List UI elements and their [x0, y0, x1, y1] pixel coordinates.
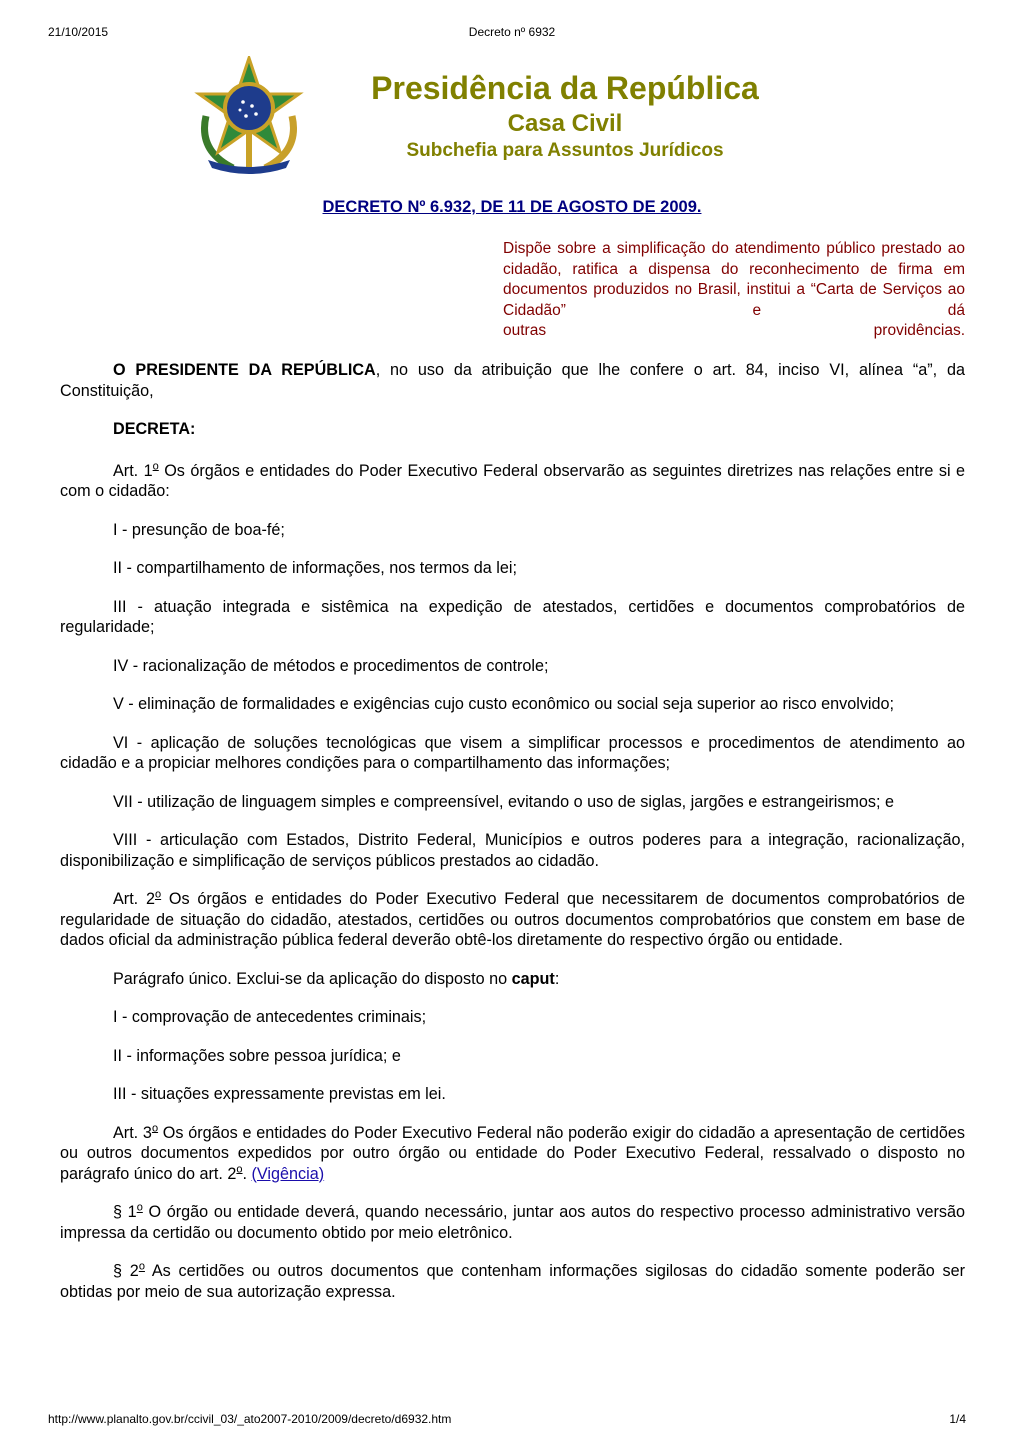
article-3-text-end: . [242, 1164, 252, 1183]
article-1-label: Art. 1 [113, 461, 153, 480]
article-1-item: VII - utilização de linguagem simples e compreensível, evitando o uso de siglas, jargões e estrangeirismos; e [113, 792, 894, 811]
ementa [503, 239, 965, 342]
article-3-paragraph-2 [60, 1261, 965, 1302]
article-2-paragraph [60, 969, 965, 990]
article-3-text: Os órgãos e entidades do Poder Executivo Federal não poderão exigir do cidadão a apresentação de certidões ou outros documentos expedidos por outro órgão ou entidade do Poder Executivo Federal, ressalvado o disposto no parágrafo único do art. 2 [60, 1123, 965, 1183]
ementa-text-end: outras providências. [503, 322, 965, 339]
print-url: http://www.planalto.gov.br/ccivil_03/_ato2007-2010/2009/decreto/d6932.htm [48, 1412, 452, 1426]
article-3-ordinal: o [151, 1122, 159, 1135]
article-3-ref-ordinal: o [236, 1163, 243, 1176]
paragraph-bold: caput [511, 969, 555, 988]
decree-title-text[interactable]: DECRETO Nº 6.932, DE 11 DE AGOSTO DE 2009. [322, 198, 702, 216]
paragraph-1-ordinal: o [136, 1201, 143, 1214]
decreta-label: DECRETA: [113, 420, 196, 438]
article-1-item: VI - aplicação de soluções tecnológicas que visem a simplificar processos e procedimentos de atendimento ao cidadão e a propiciar melhores condições para o compartilhamento das informações; [60, 733, 965, 772]
decreta [60, 419, 965, 440]
article-1 [60, 461, 965, 502]
article-3 [60, 1123, 965, 1185]
article-2 [60, 889, 965, 951]
vigencia-link[interactable]: (Vigência) [251, 1164, 325, 1183]
decree-title[interactable] [0, 198, 1024, 217]
preamble-bold: O PRESIDENTE DA REPÚBLICA [113, 361, 376, 379]
article-1-item: V - eliminação de formalidades e exigências cujo custo econômico ou social seja superior ao risco envolvido; [113, 695, 895, 713]
article-1-item: II - compartilhamento de informações, nos termos da lei; [113, 559, 517, 577]
article-2-label: Art. 2 [113, 890, 155, 908]
paragraph-2-label: § 2 [113, 1262, 139, 1280]
print-header [48, 25, 976, 43]
article-1-item: III - atuação integrada e sistêmica na expedição de atestados, certidões e documentos comprobatórios de regularidade; [60, 597, 965, 636]
paragraph-intro: Parágrafo único. Exclui-se da aplicação do disposto no [113, 969, 512, 988]
article-2-item: I - comprovação de antecedentes criminais; [113, 1008, 427, 1026]
article-2-ordinal: o [155, 888, 162, 901]
paragraph-2-ordinal: o [138, 1260, 145, 1273]
article-3-paragraph-1 [60, 1202, 965, 1243]
paragraph-2-text: As certidões ou outros documentos que contenham informações sigilosas do cidadão somente poderão ser obtidas por meio de sua autorização expressa. [60, 1262, 965, 1301]
page-sub-subtitle: Subchefia para Assuntos Jurídicos [406, 140, 724, 161]
page-title: Presidência da República [371, 70, 759, 106]
paragraph-1-text: O órgão ou entidade deverá, quando necessário, juntar aos autos do respectivo processo administrativo versão impressa da certidão ou documento obtido por meio eletrônico. [60, 1203, 965, 1242]
paragraph-1-label: § 1 [113, 1203, 137, 1221]
article-1-item: IV - racionalização de métodos e procedimentos de controle; [113, 656, 549, 675]
article-1-text: Os órgãos e entidades do Poder Executivo Federal observarão as seguintes diretrizes nas relações entre si e com o cidadão: [60, 461, 965, 500]
print-date: 21/10/2015 [48, 25, 109, 39]
preamble [60, 360, 965, 401]
decree-body [60, 360, 965, 1320]
article-2-item: III - situações expressamente previstas em lei. [113, 1085, 446, 1103]
print-page-title: Decreto nº 6932 [468, 25, 556, 39]
coat-of-arms-brazil-icon [188, 56, 310, 174]
ementa-text: Dispõe sobre a simplificação do atendimento público prestado ao cidadão, ratifica a dispensa do reconhecimento de firma em documentos produzidos no Brasil, institui a “Carta de Serviços ao Cidadão” e dá [503, 240, 965, 319]
article-2-item: II - informações sobre pessoa jurídica; e [113, 1046, 401, 1065]
paragraph-end: : [554, 969, 560, 988]
print-page-number: 1/4 [949, 1412, 966, 1426]
article-3-label: Art. 3 [113, 1123, 152, 1142]
article-1-item: VIII - articulação com Estados, Distrito Federal, Municípios e outros poderes para a integração, racionalização, disponibilização e simplificação de serviços públicos prestados ao cidadão. [60, 831, 965, 870]
article-1-item: I - presunção de boa-fé; [113, 520, 285, 539]
print-footer [48, 1412, 976, 1430]
page-subtitle: Casa Civil [507, 110, 623, 137]
preamble-text: , no uso da atribuição que lhe confere o art. 84, inciso VI, alínea “a”, da Constituição, [60, 361, 966, 400]
article-2-text: Os órgãos e entidades do Poder Executivo Federal que necessitarem de documentos comprobatórios de regularidade de situação do cidadão, atestados, certidões ou outros documentos comprobatórios que constem em base de dados oficial da administração pública federal deverão obtê-los diretamente do respectivo órgão ou entidade. [60, 890, 966, 949]
article-1-ordinal: o [152, 460, 159, 473]
